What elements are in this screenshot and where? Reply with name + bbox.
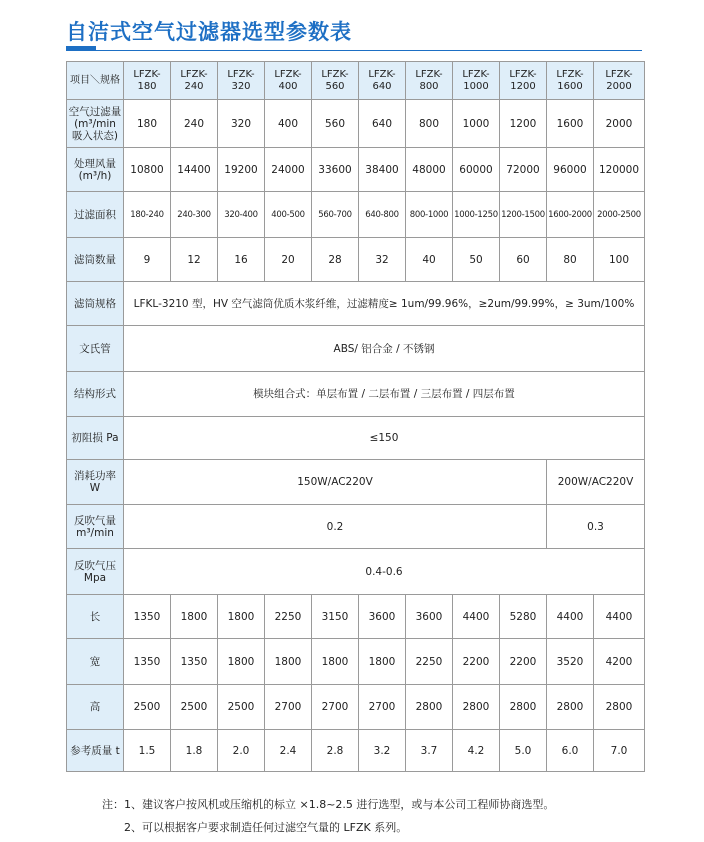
cell-value: 19200 <box>218 148 265 192</box>
cell-value: 560 <box>312 100 359 148</box>
row-label: 空气过滤量 (m³/min 吸入状态) <box>67 100 124 148</box>
header-row <box>67 62 645 100</box>
cell-value: 40 <box>406 238 453 282</box>
cell-value: 1000-1250 <box>453 192 500 238</box>
cell-value: 1350 <box>124 595 171 639</box>
cell-value: 1800 <box>218 595 265 639</box>
cell-value: 60000 <box>453 148 500 192</box>
cell-value: 2.0 <box>218 730 265 772</box>
cell-value: 1200-1500 <box>500 192 547 238</box>
cell-value: 800 <box>406 100 453 148</box>
cell-value: 16 <box>218 238 265 282</box>
cell-value: 3.2 <box>359 730 406 772</box>
cell-value: 2800 <box>453 685 500 730</box>
cell-value: 1000 <box>453 100 500 148</box>
cell-value: 72000 <box>500 148 547 192</box>
cell-value: 2800 <box>594 685 645 730</box>
cell-value: 1800 <box>312 639 359 685</box>
row-air_volume <box>67 100 645 148</box>
row-power <box>67 460 645 505</box>
model-header: LFZK- 560 <box>312 62 359 100</box>
cell-value: 240-300 <box>171 192 218 238</box>
cell-value: 2000 <box>594 100 645 148</box>
row-structure <box>67 372 645 417</box>
cell-value: 2500 <box>124 685 171 730</box>
cell-value: 2250 <box>406 639 453 685</box>
cell-value: 100 <box>594 238 645 282</box>
row-label: 滤筒数量 <box>67 238 124 282</box>
row-label: 文氏管 <box>67 326 124 372</box>
cell-value: 2.4 <box>265 730 312 772</box>
cell-value: 33600 <box>312 148 359 192</box>
cell-value: 1200 <box>500 100 547 148</box>
row-label: 宽 <box>67 639 124 685</box>
row-label: 滤筒规格 <box>67 282 124 326</box>
cell-value: 4400 <box>594 595 645 639</box>
cell-value: 2500 <box>171 685 218 730</box>
cell-value: 2.8 <box>312 730 359 772</box>
cell-value: 14400 <box>171 148 218 192</box>
row-label: 初阻损 Pa <box>67 417 124 460</box>
cell-value: 2200 <box>500 639 547 685</box>
page-title: 自洁式空气过滤器选型参数表 <box>66 20 352 44</box>
cell-value: 1800 <box>265 639 312 685</box>
row-blow_volume <box>67 505 645 549</box>
cell-value: 12 <box>171 238 218 282</box>
notes <box>102 793 554 839</box>
cell-value: 20 <box>265 238 312 282</box>
cell-span-value: 模块组合式：单层布置 / 二层布置 / 三层布置 / 四层布置 <box>124 372 645 417</box>
cell-value: 1800 <box>218 639 265 685</box>
cell-span-value: ABS/ 铝合金 / 不锈钢 <box>124 326 645 372</box>
cell-value: 240 <box>171 100 218 148</box>
cell-value: 320 <box>218 100 265 148</box>
cell-value: 180 <box>124 100 171 148</box>
cell-value: 2200 <box>453 639 500 685</box>
row-label: 反吹气量 m³/min <box>67 505 124 549</box>
cell-value: 28 <box>312 238 359 282</box>
note-2: 2、可以根据客户要求制造任何过滤空气量的 LFZK 系列。 <box>124 821 408 834</box>
model-header: LFZK- 240 <box>171 62 218 100</box>
row-label: 高 <box>67 685 124 730</box>
cell-value: 640-800 <box>359 192 406 238</box>
cell-value: 4200 <box>594 639 645 685</box>
title-underline <box>0 46 704 51</box>
cell-span-value-a: 150W/AC220V <box>124 460 547 505</box>
model-header: LFZK- 320 <box>218 62 265 100</box>
cell-value: 120000 <box>594 148 645 192</box>
cell-value: 2700 <box>265 685 312 730</box>
cell-value: 2800 <box>547 685 594 730</box>
cell-value: 2500 <box>218 685 265 730</box>
cell-value: 9 <box>124 238 171 282</box>
cell-value: 60 <box>500 238 547 282</box>
row-blow_pressure <box>67 549 645 595</box>
cell-value: 400 <box>265 100 312 148</box>
cell-value: 32 <box>359 238 406 282</box>
cell-value: 5280 <box>500 595 547 639</box>
cell-value: 1600-2000 <box>547 192 594 238</box>
cell-value: 80 <box>547 238 594 282</box>
cell-value: 1350 <box>171 639 218 685</box>
cell-value: 50 <box>453 238 500 282</box>
cell-span-value: 0.4-0.6 <box>124 549 645 595</box>
cell-value: 400-500 <box>265 192 312 238</box>
cell-value: 2700 <box>359 685 406 730</box>
cell-value: 3600 <box>359 595 406 639</box>
row-label: 消耗功率 W <box>67 460 124 505</box>
row-length <box>67 595 645 639</box>
row-label: 处理风量 (m³/h) <box>67 148 124 192</box>
row-width <box>67 639 645 685</box>
note-1: 注：1、建议客户按风机或压缩机的标立 ×1.8~2.5 进行选型，或与本公司工程师协商选型。 <box>102 798 555 811</box>
cell-value: 38400 <box>359 148 406 192</box>
model-header: LFZK- 1000 <box>453 62 500 100</box>
row-venturi <box>67 326 645 372</box>
cell-value: 1350 <box>124 639 171 685</box>
cell-value: 320-400 <box>218 192 265 238</box>
model-header: LFZK- 640 <box>359 62 406 100</box>
cell-value: 48000 <box>406 148 453 192</box>
cell-value: 2250 <box>265 595 312 639</box>
cell-value: 1.8 <box>171 730 218 772</box>
cell-value: 1800 <box>171 595 218 639</box>
cell-value: 1600 <box>547 100 594 148</box>
cell-value: 3150 <box>312 595 359 639</box>
row-label: 结构形式 <box>67 372 124 417</box>
spec-table <box>66 61 645 772</box>
cell-span-value-b: 200W/AC220V <box>547 460 645 505</box>
cell-value: 2700 <box>312 685 359 730</box>
cell-value: 4400 <box>453 595 500 639</box>
row-spec <box>67 282 645 326</box>
row-label: 参考质量 t <box>67 730 124 772</box>
cell-value: 96000 <box>547 148 594 192</box>
model-header: LFZK- 1600 <box>547 62 594 100</box>
cell-span-value: LFKL-3210 型，HV 空气滤筒优质木浆纤维，过滤精度≥ 1um/99.96%，≥2um/99.99%，≥ 3um/100% <box>124 282 645 326</box>
row-label: 长 <box>67 595 124 639</box>
cell-value: 2800 <box>500 685 547 730</box>
cell-value: 4400 <box>547 595 594 639</box>
cell-value: 1800 <box>359 639 406 685</box>
row-label: 反吹气压 Mpa <box>67 549 124 595</box>
cell-value: 10800 <box>124 148 171 192</box>
cell-value: 640 <box>359 100 406 148</box>
cell-value: 560-700 <box>312 192 359 238</box>
cell-value: 180-240 <box>124 192 171 238</box>
model-header: LFZK- 180 <box>124 62 171 100</box>
row-height <box>67 685 645 730</box>
title-rule <box>66 50 642 51</box>
model-header: LFZK- 2000 <box>594 62 645 100</box>
cell-value: 3600 <box>406 595 453 639</box>
row-cartridges <box>67 238 645 282</box>
cell-value: 2000-2500 <box>594 192 645 238</box>
cell-value: 2800 <box>406 685 453 730</box>
cell-value: 1.5 <box>124 730 171 772</box>
cell-span-value: ≤150 <box>124 417 645 460</box>
cell-value: 7.0 <box>594 730 645 772</box>
row-mass <box>67 730 645 772</box>
row-label: 过滤面积 <box>67 192 124 238</box>
model-header: LFZK- 1200 <box>500 62 547 100</box>
row-resistance <box>67 417 645 460</box>
cell-value: 800-1000 <box>406 192 453 238</box>
cell-span-value-a: 0.2 <box>124 505 547 549</box>
cell-value: 4.2 <box>453 730 500 772</box>
cell-value: 3.7 <box>406 730 453 772</box>
model-header: LFZK- 400 <box>265 62 312 100</box>
cell-value: 3520 <box>547 639 594 685</box>
cell-value: 6.0 <box>547 730 594 772</box>
row-flow <box>67 148 645 192</box>
cell-value: 24000 <box>265 148 312 192</box>
model-header: LFZK- 800 <box>406 62 453 100</box>
cell-value: 5.0 <box>500 730 547 772</box>
row-area <box>67 192 645 238</box>
cell-span-value-b: 0.3 <box>547 505 645 549</box>
header-label: 项目＼规格 <box>67 62 124 100</box>
